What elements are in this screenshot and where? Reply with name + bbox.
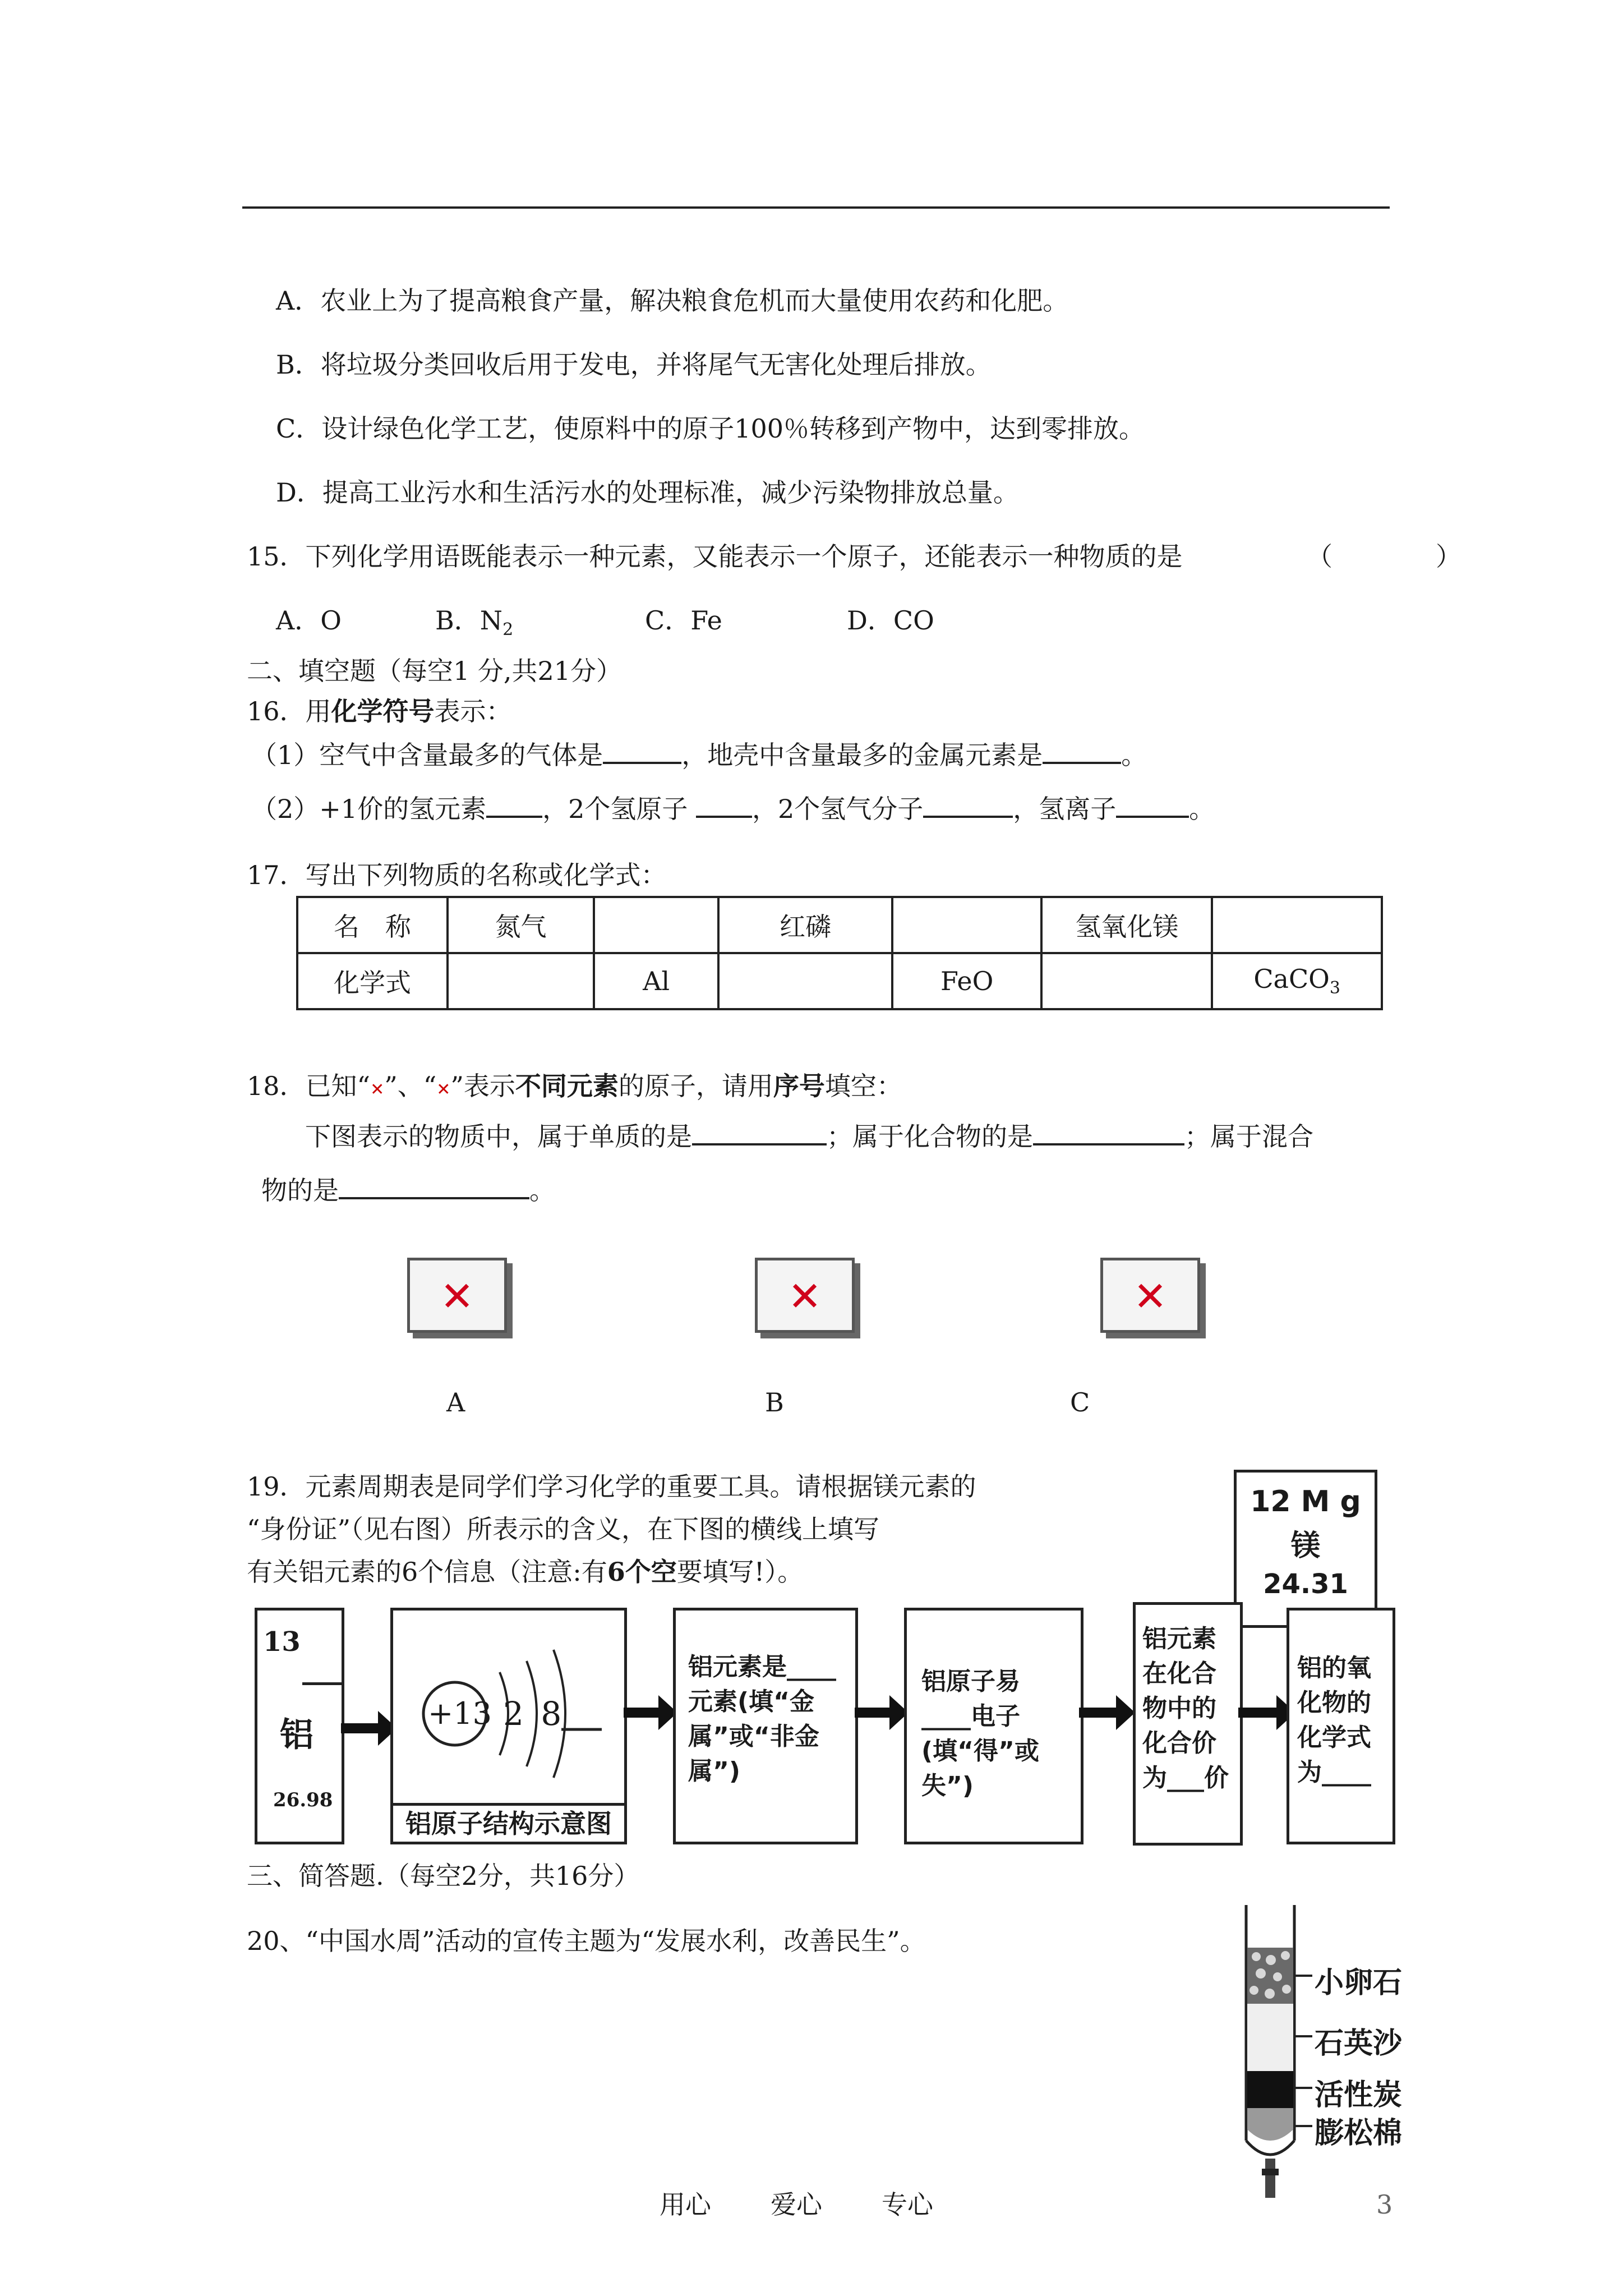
q19-line2: “身份证”（见右图）所表示的含义，在下图的横线上填写	[247, 1514, 880, 1544]
valence-box	[1133, 1602, 1243, 1846]
q15-option-d: D．CO	[847, 605, 934, 636]
blank[interactable]	[1043, 737, 1121, 764]
table-cell: 化学式	[297, 953, 448, 1009]
q14-option-c: C．设计绿色化学工艺，使原料中的原子100％转移到产物中，达到零排放。	[276, 413, 1145, 444]
table-cell: 红磷	[718, 897, 892, 953]
flow-arrow	[624, 1708, 661, 1718]
page-number: 3	[1376, 2189, 1393, 2220]
figure-label-b: B	[765, 1387, 784, 1418]
q16-line2: （2）+1价的氢元素 ，2个氢原子 ，2个氢气分子 ，氢离子 。	[251, 791, 1215, 826]
blank[interactable]	[339, 1172, 529, 1199]
q14-option-d: D．提高工业污水和生活污水的处理标准，减少污染物排放总量。	[276, 477, 1019, 508]
atom-caption: 铝原子结构示意图	[393, 1803, 624, 1842]
section2-heading: 二、填空题（每空1 分,共21分）	[247, 656, 623, 686]
table-cell[interactable]	[1041, 953, 1212, 1009]
table-cell: Al	[594, 953, 718, 1009]
figure-label-a: A	[446, 1387, 465, 1418]
al-number: 13	[263, 1626, 301, 1658]
valence-text: 铝元素在化合物中的化合价为___价	[1142, 1625, 1229, 1792]
filter-label-pebbles: 小卵石	[1315, 1966, 1403, 2000]
mg-number-symbol: 12 M g	[1250, 1485, 1361, 1519]
blank[interactable]	[603, 737, 681, 764]
flow-arrow	[1079, 1708, 1118, 1718]
substance-table	[296, 896, 1383, 1010]
q17-stem: 17．写出下列物质的名称或化学式：	[247, 860, 667, 890]
metal-type-text: 铝元素是____元素(填“金属”或“非金属”)	[688, 1653, 836, 1786]
q15-option-b: B．$N_2$	[435, 605, 514, 640]
mg-name: 镁	[1290, 1529, 1320, 1563]
water-filter-figure	[1239, 1905, 1408, 2221]
al-mass: 26.98	[273, 1789, 333, 1811]
table-cell: 氮气	[448, 897, 594, 953]
q15-option-a: A．O	[276, 605, 342, 636]
q19-line3: 有关铝元素的6个信息（注意:有6个空要填写!）。	[247, 1557, 804, 1587]
flow-arrow	[1238, 1708, 1279, 1718]
q20-stem: 20、“中国水周”活动的宣传主题为“发展水利，改善民生”。	[247, 1926, 926, 1956]
blank[interactable]	[1033, 1119, 1184, 1145]
table-cell: CaCO$_3$	[1212, 953, 1382, 1009]
footer-text: 用心	[660, 2189, 711, 2220]
nucleus-charge: +13	[428, 1696, 492, 1731]
broken-image-a	[407, 1258, 507, 1333]
table-cell: 名 称	[297, 897, 448, 953]
electron-shells: 2 8	[503, 1695, 565, 1733]
blank[interactable]	[923, 791, 1013, 818]
electron-gain-loss-text: 铝原子易____电子(填“得”或失”)	[921, 1667, 1039, 1800]
table-cell: FeO	[892, 953, 1041, 1009]
q15-option-c: C．Fe	[645, 605, 722, 636]
electron-gain-loss-box	[904, 1608, 1083, 1844]
q15-answer-paren: （ ）	[1307, 541, 1461, 572]
q18-line2: 下图表示的物质中，属于单质的是 ；属于化合物的是 ；属于混合	[305, 1119, 1313, 1153]
table-cell: 氢氧化镁	[1041, 897, 1212, 953]
blank[interactable]	[486, 791, 542, 818]
table-cell[interactable]	[448, 953, 594, 1009]
q14-option-b: B．将垃圾分类回收后用于发电，并将尾气无害化处理后排放。	[276, 349, 992, 380]
q16-line1: （1）空气中含量最多的气体是 ，地壳中含量最多的金属元素是 。	[251, 737, 1147, 772]
water-filter-diagram	[1239, 1905, 1408, 2219]
filter-label-activated-carbon: 活性炭	[1315, 2078, 1403, 2112]
table-row	[297, 897, 1382, 953]
filter-label-cotton: 膨松棉	[1315, 2116, 1403, 2150]
oxide-formula-text: 铝的氧化物的化学式为____	[1297, 1654, 1371, 1787]
section3-heading: 三、简答题.（每空2分，共16分）	[247, 1861, 640, 1891]
al-name: 铝	[280, 1715, 313, 1755]
filter-label-quartz-sand: 石英沙	[1315, 2027, 1403, 2060]
q16-stem: 16．用化学符号表示：	[247, 696, 512, 726]
broken-image-icon: ✕	[1133, 1273, 1168, 1320]
table-row	[297, 953, 1382, 1009]
q15-stem: 15．下列化学用语既能表示一种元素，又能表示一个原子，还能表示一种物质的是	[247, 541, 1183, 572]
broken-image-c	[1100, 1258, 1200, 1333]
figure-label-c: C	[1070, 1387, 1090, 1418]
broken-image-icon: ✕	[440, 1273, 474, 1320]
q18-stem: 18．已知“✕”、“✕”表示不同元素的原子，请用序号填空：	[247, 1071, 902, 1101]
blank[interactable]	[302, 1682, 342, 1685]
flow-arrow	[855, 1708, 892, 1718]
blank[interactable]	[1116, 791, 1189, 818]
broken-image-icon: ✕	[370, 1080, 385, 1099]
footer-text: 爱心	[771, 2189, 822, 2220]
broken-image-icon: ✕	[436, 1080, 451, 1099]
blank[interactable]	[692, 1119, 827, 1145]
q19-line1: 19．元素周期表是同学们学习化学的重要工具。请根据镁元素的	[247, 1471, 976, 1502]
table-cell[interactable]	[718, 953, 892, 1009]
magnesium-element-card	[1234, 1470, 1377, 1628]
table-cell[interactable]	[892, 897, 1041, 953]
table-cell[interactable]	[1212, 897, 1382, 953]
aluminium-element-card	[255, 1608, 344, 1844]
broken-image-b	[755, 1258, 855, 1333]
blank[interactable]	[696, 791, 752, 818]
broken-image-icon: ✕	[787, 1273, 822, 1320]
q18-line3: 物的是 。	[261, 1172, 555, 1207]
table-cell[interactable]	[594, 897, 718, 953]
flow-arrow	[341, 1723, 380, 1733]
q14-option-a: A．农业上为了提高粮食产量，解决粮食危机而大量使用农药和化肥。	[276, 286, 1069, 316]
metal-type-box	[673, 1608, 858, 1844]
mg-mass: 24.31	[1263, 1568, 1348, 1600]
oxide-formula-box	[1287, 1608, 1395, 1844]
footer-text: 专心	[882, 2189, 933, 2220]
atom-structure-box	[390, 1608, 627, 1844]
header-rule	[242, 206, 1390, 209]
